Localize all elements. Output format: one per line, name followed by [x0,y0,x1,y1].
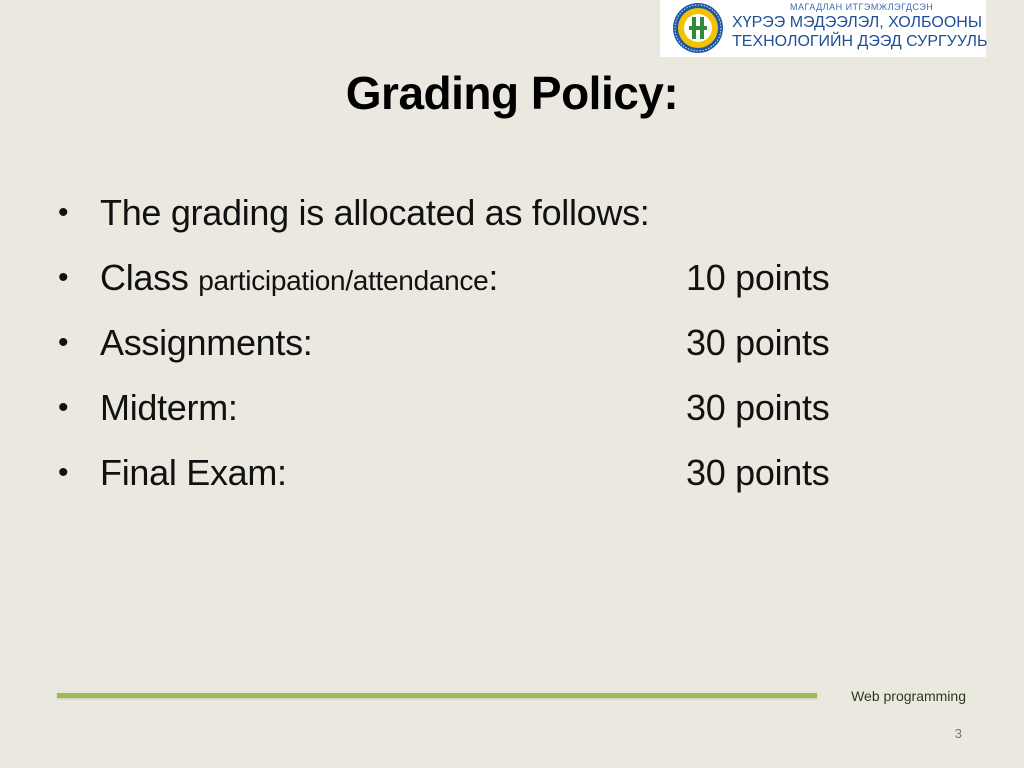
bullet-item [58,383,958,448]
footer-course-title: Web programming [851,688,966,704]
bullet-item [58,318,958,383]
institution-name [732,2,988,50]
slide-number: 3 [954,726,962,741]
bullet-text: The grading is allocated as follows: [100,192,650,233]
bullet-text: Midterm: [100,387,238,428]
bullet-item [58,253,958,318]
bullet-marker: • [58,456,69,489]
bullet-marker: • [58,326,69,359]
bullet-points-value: 30 points [686,387,830,428]
bullet-marker: • [58,196,69,229]
bullet-item [58,448,958,513]
bullet-text: Assignments: [100,322,313,363]
footer-divider [57,693,817,698]
bullet-text: Class participation/attendance: [100,257,499,298]
logo-name-line-1: ХҮРЭЭ МЭДЭЭЛЭЛ, ХОЛБООНЫ [732,14,982,31]
logo-name-line-2: ТЕХНОЛОГИЙН ДЭЭД СУРГУУЛЬ [732,33,988,50]
bullet-marker: • [58,261,69,294]
bullet-marker: • [58,391,69,424]
bullet-list [58,188,958,513]
bullet-points-value: 10 points [686,257,830,298]
slide-title: Grading Policy: [345,67,679,119]
bullet-item [58,188,958,253]
bullet-points-value: 30 points [686,452,830,493]
institution-emblem-icon [672,2,724,54]
logo-accreditation-text: МАГАДЛАН ИТГЭМЖЛЭГДСЭН [790,2,934,12]
institution-logo-banner [660,0,986,57]
bullet-points-value: 30 points [686,322,830,363]
bullet-text: Final Exam: [100,452,287,493]
